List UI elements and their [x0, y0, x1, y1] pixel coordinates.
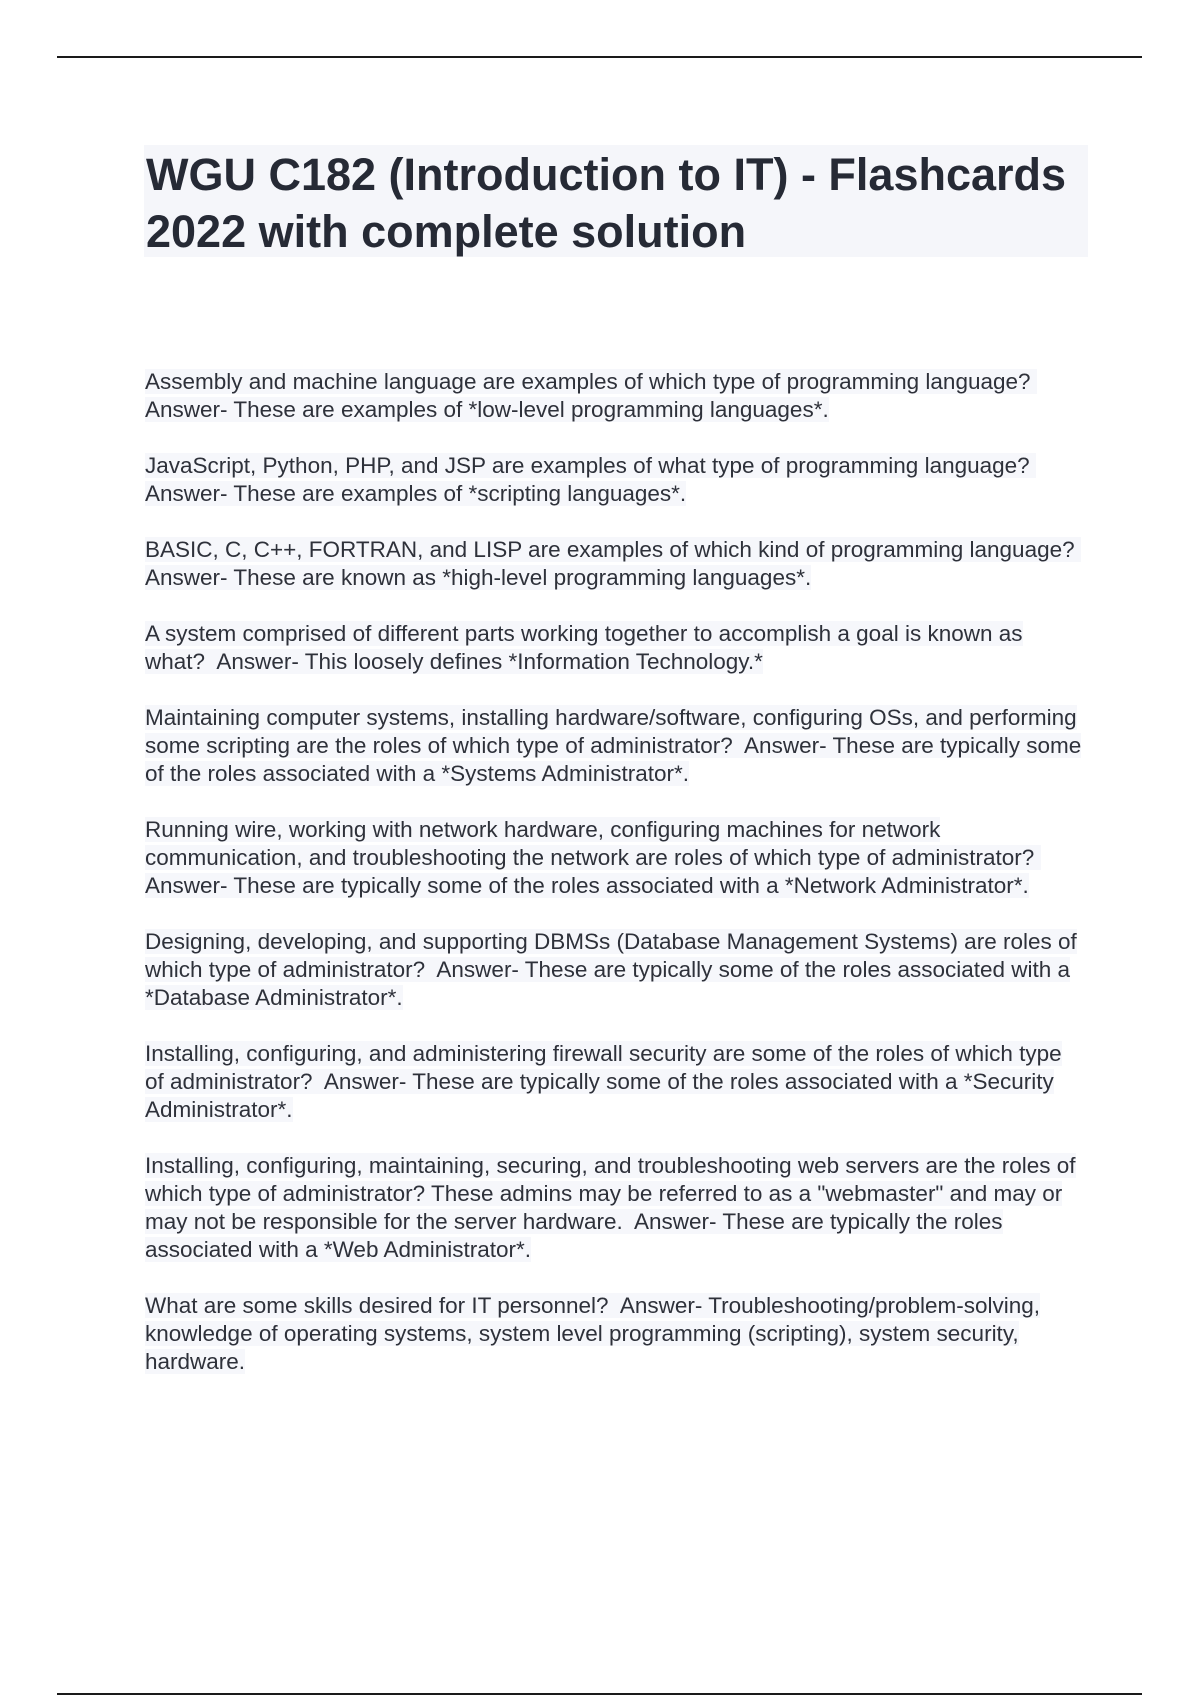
flashcard-item: [145, 816, 1085, 900]
bottom-rule: [57, 1693, 1142, 1695]
flashcard-answer: These are examples of *scripting languages*.: [233, 481, 687, 506]
flashcard-question: Installing, configuring, maintaining, securing, and troubleshooting web servers are the roles of which type of administrator? These admins may be referred to as a "webmaster" and may or may not be responsible for the server hardware.: [145, 1153, 1076, 1234]
flashcard-item: [145, 1040, 1085, 1124]
flashcard-item: [145, 928, 1085, 1012]
page-title: WGU C182 (Introduction to IT) - Flashcards 2022 with complete solution: [146, 149, 1067, 257]
answer-label: Answer-: [145, 565, 228, 590]
flashcard-answer: These are typically some of the roles associated with a *Systems Administrator*.: [145, 733, 1082, 786]
flashcard-question: Assembly and machine language are examples of which type of programming language?: [145, 369, 1031, 394]
answer-label: Answer-: [145, 397, 228, 422]
flashcard-answer: These are known as *high-level programming languages*.: [233, 565, 812, 590]
flashcard-item: [145, 536, 1085, 592]
flashcard-answer: Troubleshooting/problem-solving, knowledge of operating systems, system level programming (scripting), system security, hardware.: [145, 1293, 1041, 1374]
flashcard-item: [145, 1292, 1085, 1376]
answer-label: Answer-: [619, 1293, 703, 1318]
flashcard-question: Installing, configuring, and administering firewall security are some of the roles of which type of administrator?: [145, 1041, 1062, 1094]
flashcard-question: A system comprised of different parts working together to accomplish a goal is known as what?: [145, 621, 1023, 674]
flashcard-question: Running wire, working with network hardware, configuring machines for network communication, and troubleshooting the network are roles of which type of administrator?: [145, 817, 1035, 870]
flashcard-item: [145, 1152, 1085, 1264]
answer-label: Answer-: [216, 649, 299, 674]
flashcard-answer: These are typically the roles associated with a *Web Administrator*.: [145, 1209, 1003, 1262]
flashcard-question: What are some skills desired for IT personnel?: [145, 1293, 609, 1318]
answer-label: Answer-: [145, 481, 228, 506]
flashcard-item: [145, 620, 1085, 676]
flashcard-item: [145, 368, 1085, 424]
flashcard-question: Maintaining computer systems, installing hardware/software, configuring OSs, and performing some scripting are the roles of which type of administrator?: [145, 705, 1077, 758]
answer-label: Answer-: [323, 1069, 407, 1094]
answer-label: Answer-: [145, 873, 228, 898]
flashcard-question: BASIC, C, C++, FORTRAN, and LISP are examples of which kind of programming language?: [145, 537, 1075, 562]
answer-label: Answer-: [634, 1209, 717, 1234]
flashcard-question: JavaScript, Python, PHP, and JSP are examples of what type of programming language?: [145, 453, 1030, 478]
flashcard-answer: These are typically some of the roles associated with a *Security Administrator*.: [145, 1069, 1054, 1122]
answer-label: Answer-: [744, 733, 827, 758]
flashcard-answer: These are examples of *low-level programming languages*.: [233, 397, 829, 422]
top-rule: [57, 56, 1142, 58]
flashcard-list: [145, 368, 1085, 1404]
answer-label: Answer-: [436, 957, 519, 982]
flashcard-answer: These are typically some of the roles associated with a *Database Administrator*.: [145, 957, 1071, 1010]
flashcard-answer: These are typically some of the roles associated with a *Network Administrator*.: [233, 873, 1029, 898]
flashcard-item: [145, 704, 1085, 788]
flashcard-item: [145, 452, 1085, 508]
flashcard-answer: This loosely defines *Information Technology.*: [304, 649, 763, 674]
flashcard-question: Designing, developing, and supporting DBMSs (Database Management Systems) are roles of which type of administrator?: [145, 929, 1077, 982]
